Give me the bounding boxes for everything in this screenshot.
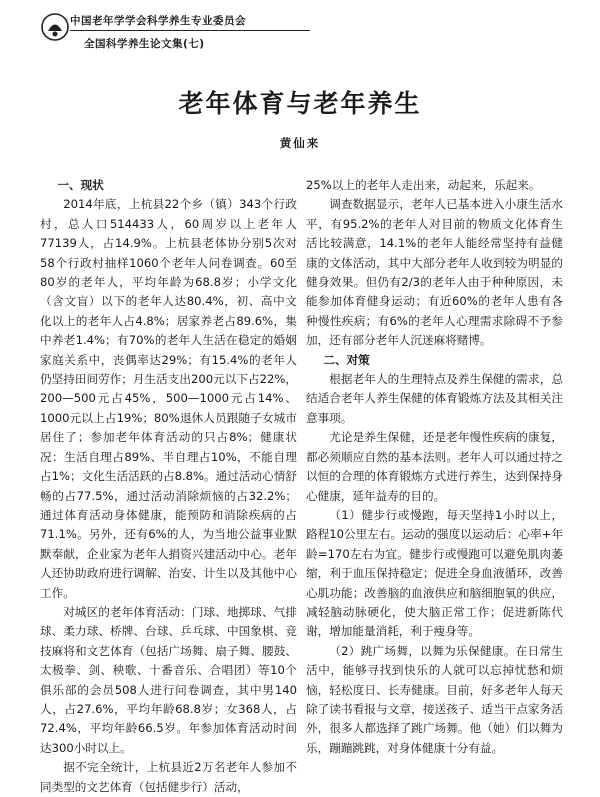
header-line-2: 全国科学养生论文集(七) xyxy=(84,38,205,50)
paragraph: （2）跳广场舞，以舞为乐保健康。在日常生活中，能够寻找到快乐的人就可以忘掉忧愁和烦恼，轻松度日、长寿健康。目前，好多老年人每天除了读书看报与文章，接送孩子、适当干点家务活外，很多人都选择了跳广场舞。他（她）们以舞为乐，蹦蹦跳跳，对身体健康十分有益。 xyxy=(306,643,563,755)
right-column xyxy=(306,176,563,760)
section-heading-status: 一、现状 xyxy=(57,178,104,192)
paragraph: 对城区的老年体育活动：门球、地掷球、气排球、柔力球、桥牌、台球、乒乓球、中国象棋、竞技麻将和文艺体育（包括广场舞、扇子舞、腰鼓、太极拳、剑、秧歌、十番音乐、合唱团）等10个俱乐部的会员508人进行问卷调查，其中男140人，占27.6%，平均年龄68.8岁；女368人，占72.4%，平均年龄66.5岁。年参加体育活动时间达300小时以上。 xyxy=(40,604,297,755)
paragraph: 尤论是养生保健，还是老年慢性疾病的康复，都必须顺应自然的基本法则。老年人可以通过持之以恒的合理的体育锻炼方式进行养生，达到保持身心健康，延年益寿的目的。 xyxy=(306,430,563,503)
paragraph: 据不完全统计，上杭县近2万名老年人参加不同类型的文艺体育（包括健步行）活动， xyxy=(40,760,297,794)
journal-logo-icon xyxy=(40,12,70,42)
paragraph-continued: 25%以上的老年人走出来，动起来，乐起来。 xyxy=(306,178,541,192)
paragraph: 根据老年人的生理特点及养生保健的需求，总结适合老年人养生保健的体育锻炼方法及其相关注意事项。 xyxy=(306,372,563,425)
paragraph: （1）健步行或慢跑，每天坚持1小时以上，路程10公里左右。运动的强度以运动后：心率+年龄=170左右为宜。健步行或慢跑可以避免肌肉萎缩，利于血压保持稳定；促进全身血液循环，改善心肌功能；改善脑的血液供应和脑细胞氧的供应，减轻脑动脉硬化，使大脑正常工作；促进新陈代谢，增加能量消耗，利于瘦身等。 xyxy=(306,507,563,639)
header-line-1: 中国老年学学会科学养生专业委员会 xyxy=(70,15,246,27)
article-title: 老年体育与老年养生 xyxy=(178,89,422,118)
section-heading-measures: 二、对策 xyxy=(323,352,370,367)
journal-header xyxy=(40,10,290,52)
left-column xyxy=(40,176,297,794)
header-rule xyxy=(70,30,310,31)
paragraph: 调查数据显示，老年人已基本进入小康生活水平，有95.2%的老年人对目前的物质文化体育生活比较满意，14.1%的老年人能经常坚持有益健康的文体活动，其中大部分老年人收到较为明显的健身效果。但仍有2/3的老年人由于种种原因，未能参加体育健身运动；有近60%的老年人患有各种慢性疾病；有6%的老年人心理需求除碍不予参加，还有部分老年人沉迷麻将赌博。 xyxy=(306,197,563,348)
paragraph: 2014年底，上杭县22个乡（镇）343个行政村，总人口514433人，60周岁以上老年人77139人，占14.9%。上杭县老体协分别5次对58个行政村抽样1060个老年人问卷调查。60至80岁的老年人，平均年龄为68.8岁；小学文化（含文盲）以下的老年人达80.4%，初、高中文化以上的老年人占4.8%；居家养老占89.6%，集中养老1.4%；有70%的老年人生活在稳定的婚姻家庭关系中，丧偶率达29%；有15.4%的老年人仍坚持田间劳作；月生活支出200元以下占22%，200—500元占45%，500—1000元占14%、1000元以上占19%；80%退休人员跟随子女城市居住了；参加老年体育活动的只占8%；健康状况：生活自理占89%、半自理占10%，不能自理占1%；文化生活活跃的占8.8%。通过活动心情舒畅的占77.5%，通过活动消除烦恼的占32.2%；通过体育活动身体健康，能预防和消除疾病的占71.1%。另外，还有6%的人，为当地公益事业默默奉献，企业家为老年人捐资兴建活动中心。老年人还协助政府进行调解、治安、计生以及其他中心工作。 xyxy=(40,197,297,600)
article-author: 黄仙来 xyxy=(279,136,321,150)
